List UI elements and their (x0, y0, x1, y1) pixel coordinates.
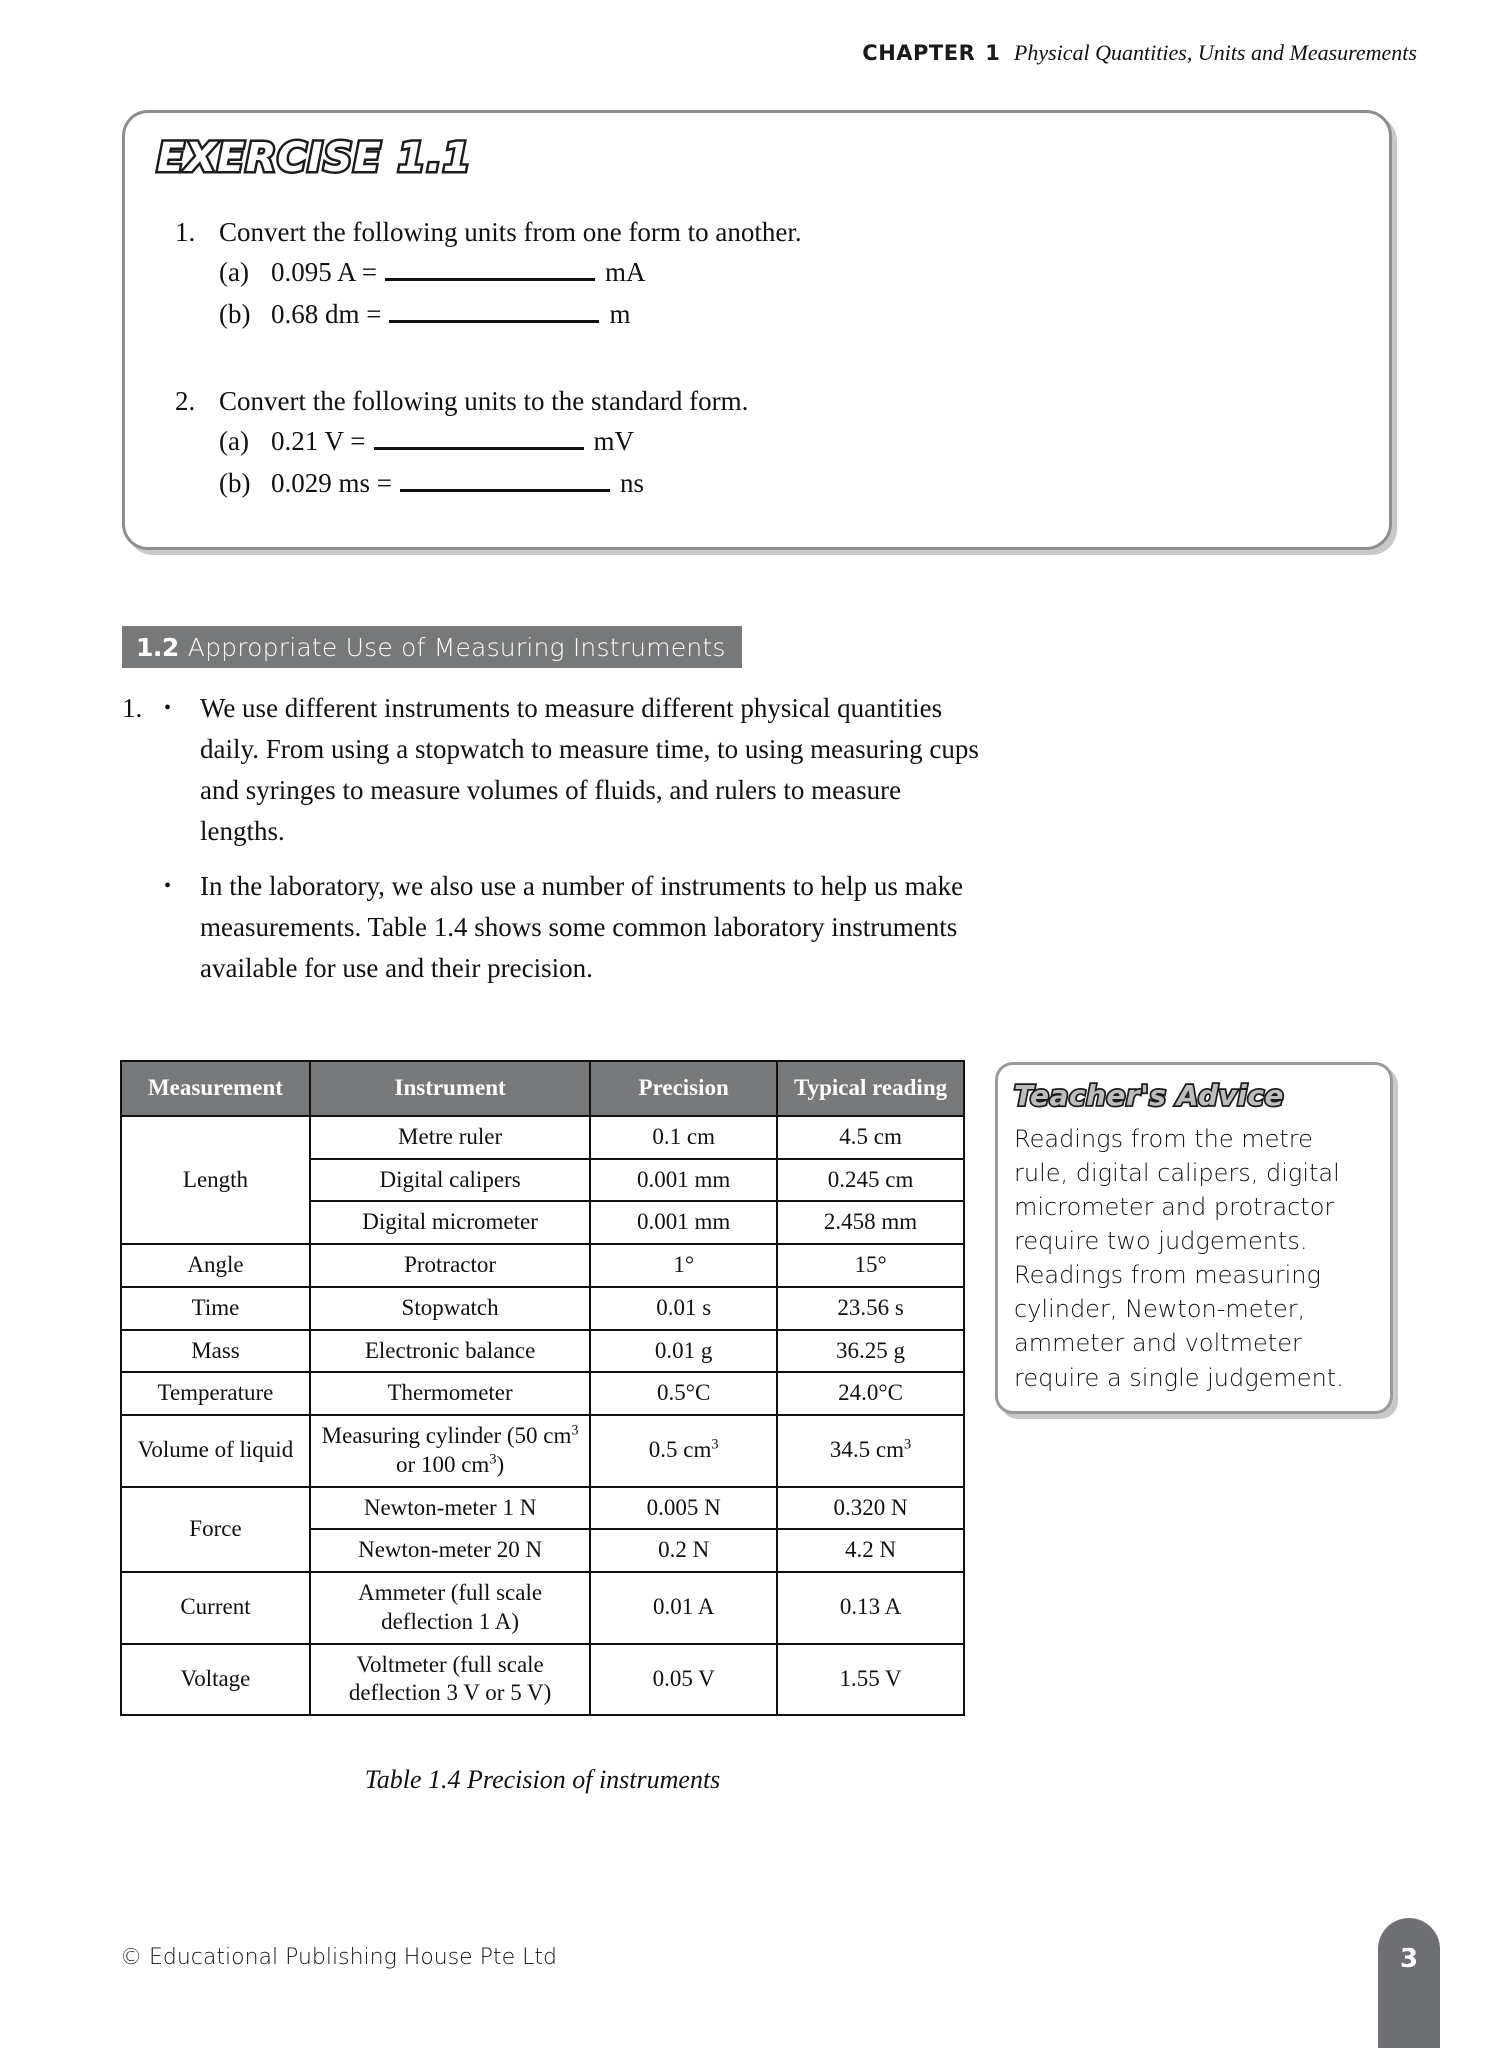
table-caption: Table 1.4 Precision of instruments (364, 1765, 721, 1794)
question-number: 1. (175, 217, 196, 247)
column-header-instrument: Instrument (310, 1061, 590, 1116)
running-header (862, 40, 1417, 66)
exercise-badge-word: EXERCISE (157, 135, 382, 181)
chapter-title: Physical Quantities, Units and Measurements (1013, 40, 1417, 65)
cell-instrument: Metre ruler (310, 1116, 590, 1159)
part-label: (b) (219, 467, 251, 498)
teachers-advice-title: Teacher's Advice (1014, 1079, 1284, 1112)
cell-instrument: Newton-meter 1 N (310, 1487, 590, 1530)
question-part (219, 294, 1325, 336)
question-number: 2. (175, 385, 196, 416)
cell-typical-reading: 15° (777, 1244, 964, 1287)
cell-typical-reading: 23.56 s (777, 1287, 964, 1330)
page-number-tab (1378, 1918, 1440, 2048)
part-unit: m (609, 298, 631, 329)
cell-instrument: Voltmeter (full scale deflection 3 V or 5 V) (310, 1644, 590, 1716)
answer-blank[interactable] (385, 267, 595, 281)
cell-typical-reading: 0.245 cm (777, 1159, 964, 1202)
answer-blank[interactable] (389, 309, 599, 323)
answer-blank[interactable] (400, 478, 610, 492)
cell-instrument: Digital micrometer (310, 1201, 590, 1244)
cell-typical-reading: 2.458 mm (777, 1201, 964, 1244)
part-unit: ns (620, 467, 645, 498)
spacer (175, 342, 1325, 382)
cell-measurement: Mass (121, 1330, 310, 1373)
cell-typical-reading: 1.55 V (777, 1644, 964, 1716)
cell-precision: 1° (590, 1244, 777, 1287)
cell-precision: 0.5°C (590, 1372, 777, 1415)
cell-measurement: Temperature (121, 1372, 310, 1415)
cell-precision: 0.01 s (590, 1287, 777, 1330)
table-row (121, 1415, 964, 1487)
part-unit: mA (605, 257, 646, 288)
table-header-row (121, 1061, 964, 1116)
cell-precision: 0.2 N (590, 1529, 777, 1572)
bullet-list (164, 688, 992, 1003)
copyright-note: © Educational Publishing House Pte Ltd (120, 1945, 557, 1970)
cell-measurement: Force (121, 1487, 310, 1573)
cell-instrument: Ammeter (full scale deflection 1 A) (310, 1572, 590, 1644)
table-row (121, 1116, 964, 1159)
question-part (219, 421, 1325, 463)
question-part (219, 463, 1325, 505)
table-row (121, 1572, 964, 1644)
question-part (219, 252, 1325, 294)
cell-precision: 0.1 cm (590, 1116, 777, 1159)
table-row (121, 1287, 964, 1330)
cell-precision: 0.01 A (590, 1572, 777, 1644)
list-item (164, 688, 992, 852)
cell-typical-reading: 4.2 N (777, 1529, 964, 1572)
cell-precision: 0.005 N (590, 1487, 777, 1530)
cell-instrument: Electronic balance (310, 1330, 590, 1373)
cell-typical-reading: 36.25 g (777, 1330, 964, 1373)
cell-measurement: Volume of liquid (121, 1415, 310, 1487)
column-header-typical-reading: Typical reading (777, 1061, 964, 1116)
cell-precision: 0.01 g (590, 1330, 777, 1373)
exercise-badge (157, 135, 472, 181)
bullet-icon: • (164, 697, 172, 719)
part-unit: mV (593, 425, 634, 456)
cell-precision: 0.001 mm (590, 1159, 777, 1202)
teachers-advice-text: Readings from the metre rule, digital calipers, digital micrometer and protractor require two judgements. Readings from measuring cylinder, Newton-meter, ammeter and voltmeter require a single judgement. (1014, 1125, 1344, 1392)
cell-precision: 0.5 $cm^3$ (590, 1415, 777, 1487)
section-heading-bar (122, 626, 742, 668)
part-value: 0.029 ms = (271, 467, 392, 498)
table-row (121, 1244, 964, 1287)
table-row (121, 1644, 964, 1716)
part-label: (a) (219, 425, 249, 456)
cell-instrument: Thermometer (310, 1372, 590, 1415)
table-row (121, 1330, 964, 1373)
exercise-question (175, 382, 1325, 505)
part-label: (b) (219, 298, 251, 329)
cell-measurement: Length (121, 1116, 310, 1244)
column-header-measurement: Measurement (121, 1061, 310, 1116)
part-value: 0.21 V = (271, 425, 366, 456)
cell-precision: 0.001 mm (590, 1201, 777, 1244)
part-value: 0.68 dm = (271, 298, 382, 329)
cell-measurement: Current (121, 1572, 310, 1644)
answer-blank[interactable] (374, 436, 584, 450)
part-label: (a) (219, 257, 249, 288)
teachers-advice-box (995, 1062, 1393, 1414)
cell-measurement: Angle (121, 1244, 310, 1287)
page-number: 3 (1399, 1944, 1419, 1974)
chapter-number: 1 (985, 41, 1000, 65)
question-text: Convert the following units from one form to another. (219, 217, 802, 247)
question-text: Convert the following units to the standard form. (219, 385, 749, 416)
section-body (122, 688, 992, 1003)
bullet-text: We use different instruments to measure different physical quantities daily. From using a stopwatch to measure time, to using measuring cups and syringes to measure volumes of fluids, and rulers to measure lengths. (200, 693, 979, 847)
table-row (121, 1372, 964, 1415)
section-title: Appropriate Use of Measuring Instruments (187, 632, 726, 662)
exercise-question (175, 213, 1325, 336)
cell-measurement: Voltage (121, 1644, 310, 1716)
exercise-box (122, 110, 1392, 550)
section-number: 1.2 (136, 632, 179, 662)
part-value: 0.095 A = (271, 257, 377, 288)
cell-instrument: Stopwatch (310, 1287, 590, 1330)
exercise-badge-number: 1.1 (397, 135, 472, 181)
table-row (121, 1487, 964, 1530)
list-item-number: 1. (122, 693, 143, 723)
chapter-word: CHAPTER (862, 41, 976, 65)
table-header (121, 1061, 964, 1116)
cell-typical-reading: 0.13 A (777, 1572, 964, 1644)
cell-typical-reading: 0.320 N (777, 1487, 964, 1530)
cell-typical-reading: 4.5 cm (777, 1116, 964, 1159)
bullet-text: In the laboratory, we also use a number of instruments to help us make measurements. Table 1.4 shows some common laboratory instruments available for use and their precision. (200, 871, 964, 984)
cell-typical-reading: 34.5 $cm^3$ (777, 1415, 964, 1487)
bullet-icon: • (164, 875, 172, 898)
exercise-question-list (175, 213, 1325, 511)
cell-precision: 0.05 V (590, 1644, 777, 1716)
precision-table (120, 1060, 965, 1716)
cell-instrument: Protractor (310, 1244, 590, 1287)
cell-typical-reading: 24.0°C (777, 1372, 964, 1415)
column-header-precision: Precision (590, 1061, 777, 1116)
table-body (121, 1116, 964, 1715)
list-item (164, 866, 992, 989)
cell-instrument: Digital calipers (310, 1159, 590, 1202)
cell-instrument: Newton-meter 20 N (310, 1529, 590, 1572)
cell-instrument: Measuring cylinder (50 $cm^3$ or 100 $cm^3$) (310, 1415, 590, 1487)
cell-measurement: Time (121, 1287, 310, 1330)
